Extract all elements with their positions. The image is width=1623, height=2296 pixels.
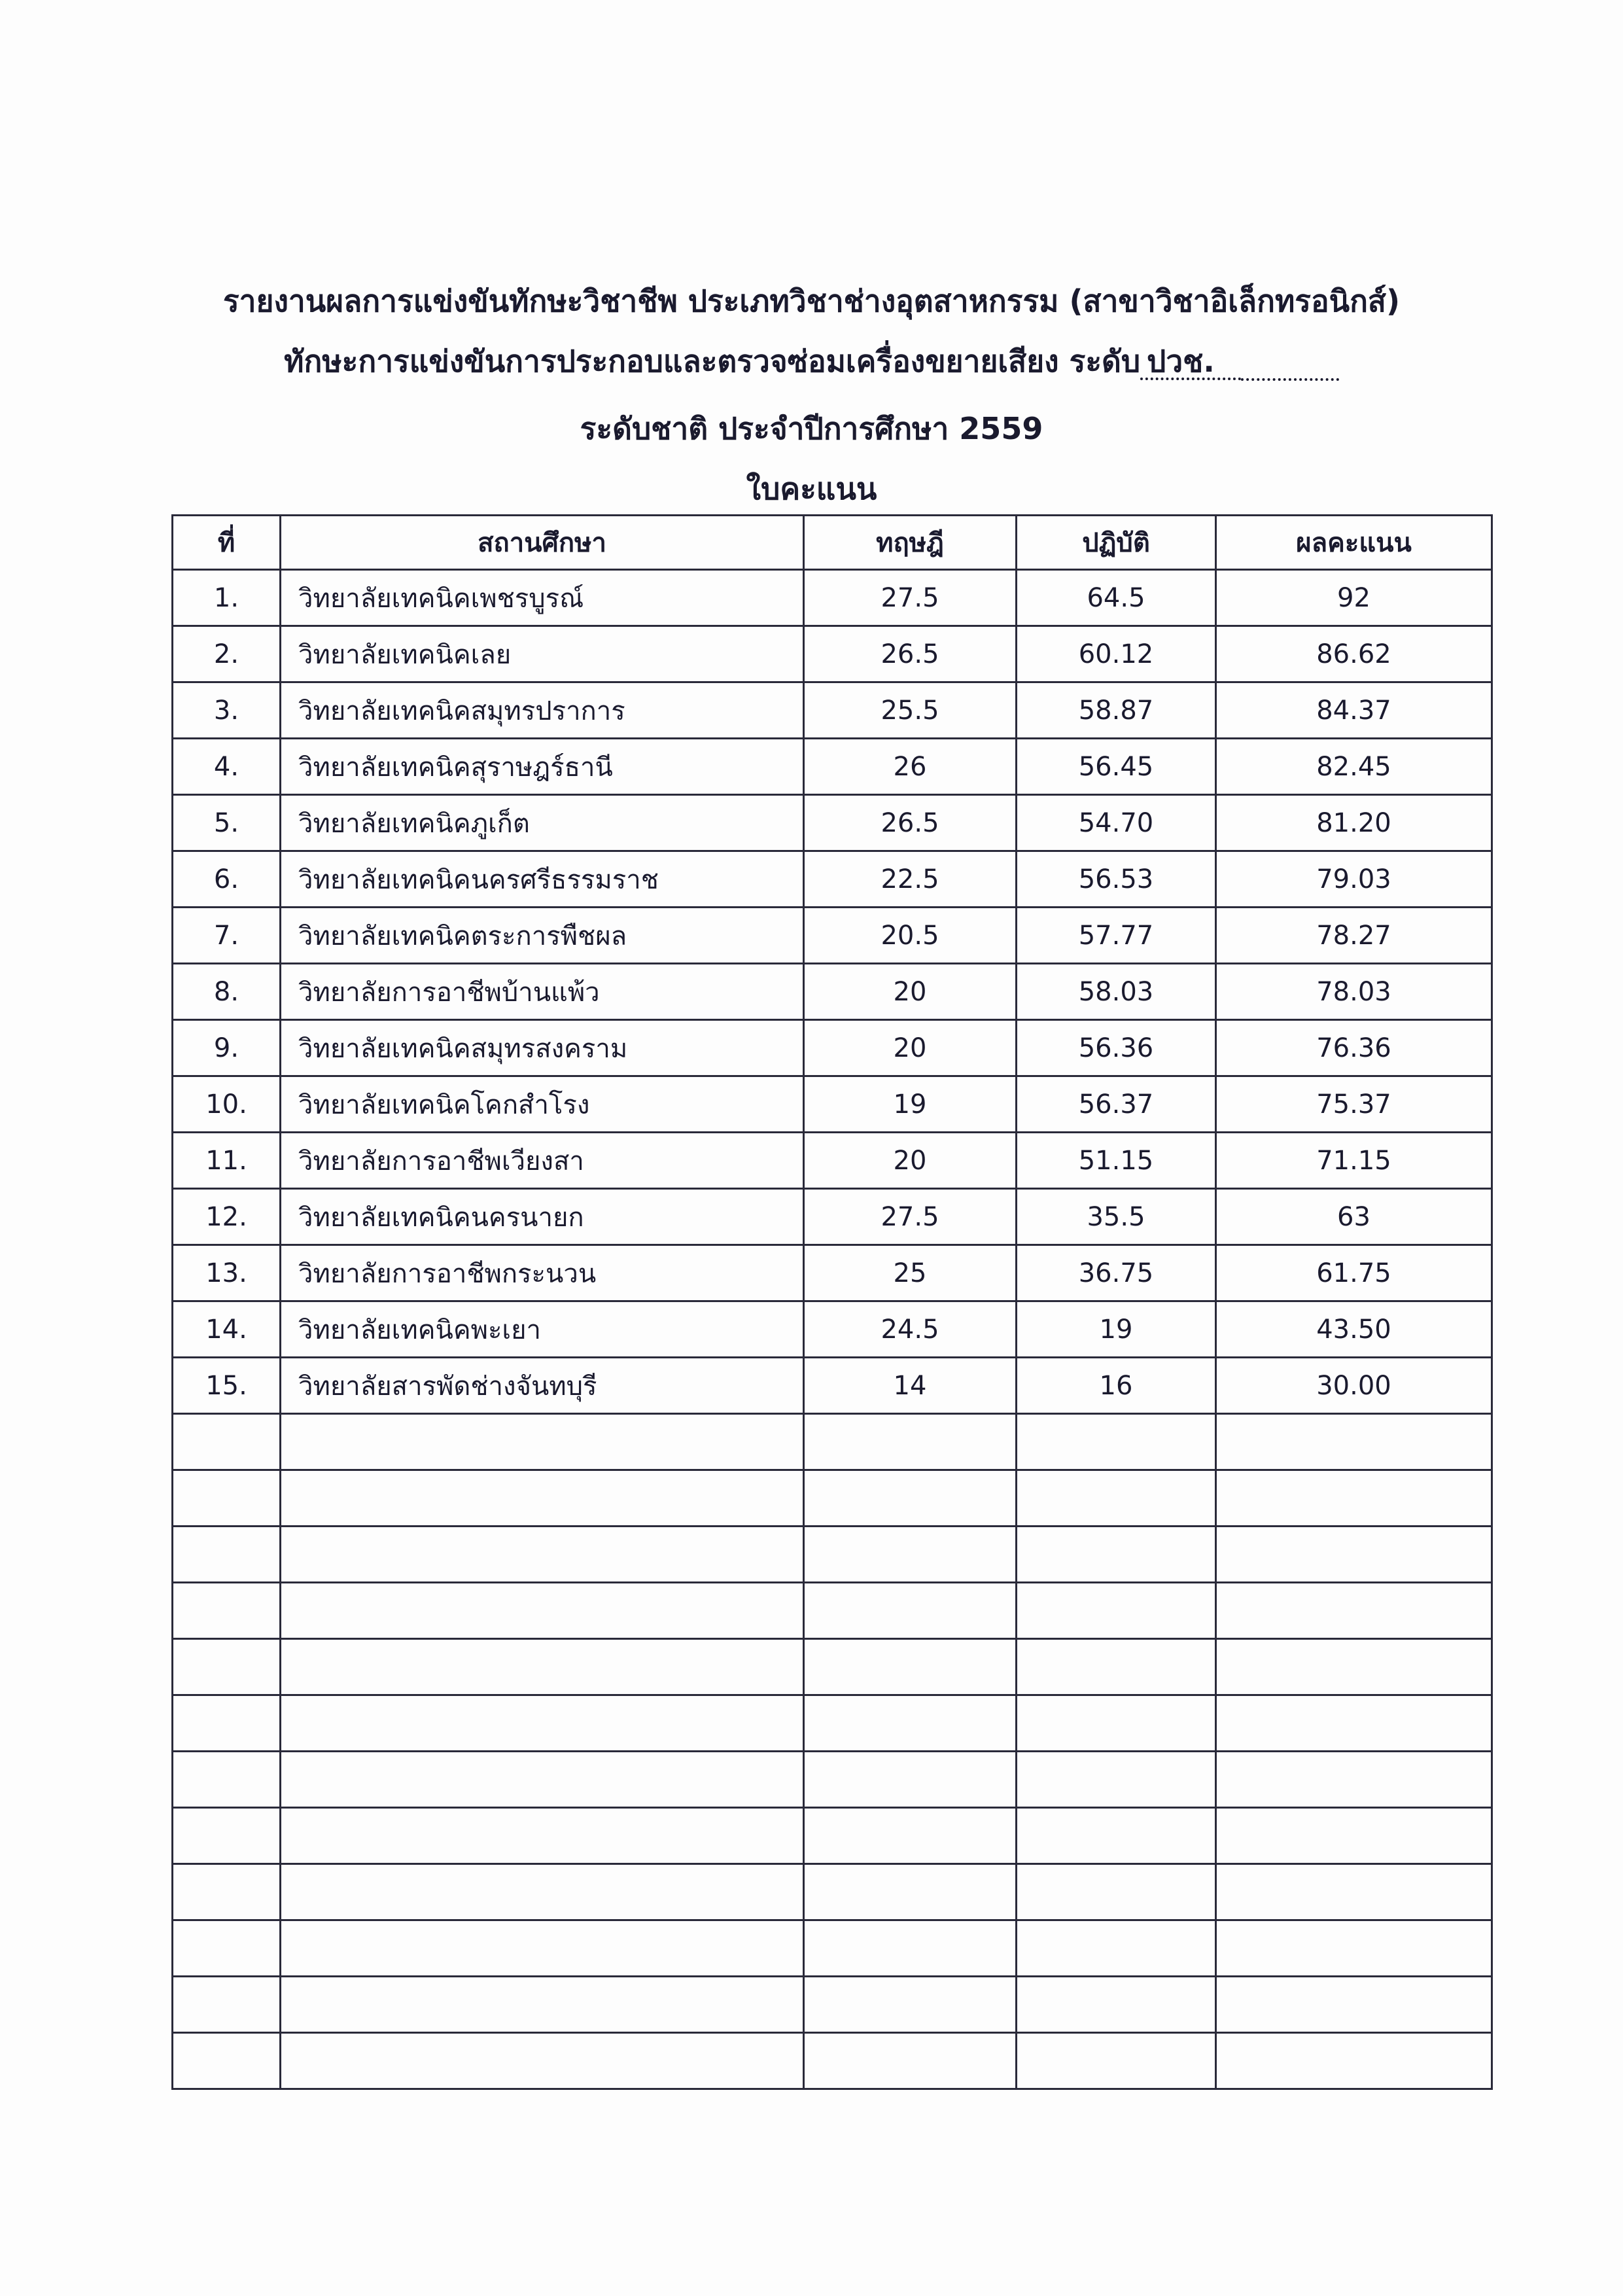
empty-cell <box>804 1639 1017 1695</box>
cell-practice: 64.5 <box>1017 570 1216 626</box>
cell-total: 63 <box>1216 1189 1492 1245</box>
cell-theory: 19 <box>804 1076 1017 1133</box>
empty-cell <box>173 1752 281 1808</box>
cell-institution: วิทยาลัยเทคนิคตระการพืชผล <box>281 908 804 964</box>
cell-theory: 24.5 <box>804 1301 1017 1358</box>
competition-subtitle <box>0 342 1623 381</box>
empty-cell <box>1216 1527 1492 1583</box>
cell-practice: 54.70 <box>1017 795 1216 851</box>
table-row <box>173 1189 1492 1245</box>
competition-name: ทักษะการแข่งขันการประกอบและตรวจซ่อมเครื่องขยายเสียง ระดับ <box>284 344 1141 379</box>
cell-no: 2. <box>173 626 281 682</box>
cell-institution: วิทยาลัยเทคนิคเลย <box>281 626 804 682</box>
cell-institution: วิทยาลัยเทคนิคนครศรีธรรมราช <box>281 851 804 908</box>
empty-cell <box>804 1808 1017 1864</box>
cell-theory: 14 <box>804 1358 1017 1414</box>
cell-institution: วิทยาลัยการอาชีพเวียงสา <box>281 1133 804 1189</box>
cell-practice: 56.53 <box>1017 851 1216 908</box>
empty-cell <box>804 1864 1017 1920</box>
table-row <box>173 1358 1492 1414</box>
cell-theory: 20 <box>804 964 1017 1020</box>
empty-cell <box>281 1977 804 2033</box>
cell-practice: 60.12 <box>1017 626 1216 682</box>
empty-cell <box>173 1527 281 1583</box>
empty-row <box>173 1470 1492 1527</box>
table-body <box>173 570 1492 2089</box>
empty-cell <box>173 1808 281 1864</box>
empty-cell <box>173 2033 281 2089</box>
cell-no: 7. <box>173 908 281 964</box>
cell-no: 13. <box>173 1245 281 1301</box>
empty-cell <box>1017 2033 1216 2089</box>
empty-cell <box>1216 1583 1492 1639</box>
cell-practice: 56.45 <box>1017 739 1216 795</box>
cell-total: 75.37 <box>1216 1076 1492 1133</box>
cell-theory: 26.5 <box>804 626 1017 682</box>
cell-theory: 27.5 <box>804 570 1017 626</box>
table-row <box>173 908 1492 964</box>
empty-row <box>173 1639 1492 1695</box>
cell-total: 92 <box>1216 570 1492 626</box>
empty-cell <box>804 1752 1017 1808</box>
empty-cell <box>1216 1977 1492 2033</box>
cell-no: 11. <box>173 1133 281 1189</box>
empty-cell <box>1216 1808 1492 1864</box>
empty-cell <box>1216 1752 1492 1808</box>
empty-cell <box>1216 1470 1492 1527</box>
table-row <box>173 739 1492 795</box>
empty-cell <box>1017 1470 1216 1527</box>
cell-total: 86.62 <box>1216 626 1492 682</box>
empty-cell <box>804 1527 1017 1583</box>
empty-cell <box>281 1752 804 1808</box>
empty-cell <box>173 1920 281 1977</box>
empty-cell <box>1017 1808 1216 1864</box>
empty-cell <box>281 1864 804 1920</box>
cell-institution: วิทยาลัยเทคนิคสมุทรสงคราม <box>281 1020 804 1076</box>
column-header-institution: สถานศึกษา <box>281 516 804 570</box>
empty-cell <box>281 1470 804 1527</box>
cell-institution: วิทยาลัยเทคนิคสมุทรปราการ <box>281 682 804 739</box>
cell-practice: 51.15 <box>1017 1133 1216 1189</box>
column-header-no: ที่ <box>173 516 281 570</box>
cell-total: 30.00 <box>1216 1358 1492 1414</box>
empty-cell <box>1017 1583 1216 1639</box>
cell-no: 12. <box>173 1189 281 1245</box>
empty-cell <box>1017 1527 1216 1583</box>
empty-cell <box>173 1414 281 1470</box>
cell-institution: วิทยาลัยเทคนิคพะเยา <box>281 1301 804 1358</box>
cell-institution: วิทยาลัยเทคนิคภูเก็ต <box>281 795 804 851</box>
empty-row <box>173 1977 1492 2033</box>
level-value: ปวช. <box>1140 345 1241 380</box>
empty-row <box>173 1808 1492 1864</box>
cell-theory: 25.5 <box>804 682 1017 739</box>
empty-cell <box>1216 1695 1492 1752</box>
empty-cell <box>1017 1414 1216 1470</box>
cell-theory: 20 <box>804 1133 1017 1189</box>
cell-total: 61.75 <box>1216 1245 1492 1301</box>
column-header-theory: ทฤษฎี <box>804 516 1017 570</box>
cell-theory: 22.5 <box>804 851 1017 908</box>
empty-cell <box>1017 1639 1216 1695</box>
score-sheet-heading: ใบคะแนน <box>746 471 877 506</box>
cell-institution: วิทยาลัยเทคนิคสุราษฎร์ธานี <box>281 739 804 795</box>
cell-practice: 16 <box>1017 1358 1216 1414</box>
cell-total: 78.27 <box>1216 908 1492 964</box>
cell-practice: 58.87 <box>1017 682 1216 739</box>
table-row <box>173 1020 1492 1076</box>
table-row <box>173 570 1492 626</box>
cell-theory: 27.5 <box>804 1189 1017 1245</box>
table-header-row <box>173 516 1492 570</box>
column-header-practice: ปฏิบัติ <box>1017 516 1216 570</box>
cell-total: 84.37 <box>1216 682 1492 739</box>
cell-no: 4. <box>173 739 281 795</box>
empty-cell <box>281 1527 804 1583</box>
table-row <box>173 1301 1492 1358</box>
cell-no: 14. <box>173 1301 281 1358</box>
cell-theory: 20.5 <box>804 908 1017 964</box>
empty-cell <box>1017 1695 1216 1752</box>
cell-theory: 20 <box>804 1020 1017 1076</box>
cell-no: 9. <box>173 1020 281 1076</box>
cell-practice: 56.37 <box>1017 1076 1216 1133</box>
cell-institution: วิทยาลัยเทคนิคนครนายก <box>281 1189 804 1245</box>
national-level-line: ระดับชาติ ประจำปีการศึกษา 2559 <box>580 411 1043 446</box>
cell-no: 15. <box>173 1358 281 1414</box>
empty-cell <box>804 1414 1017 1470</box>
empty-cell <box>804 1583 1017 1639</box>
empty-row <box>173 1414 1492 1470</box>
empty-cell <box>804 1920 1017 1977</box>
empty-cell <box>1216 1639 1492 1695</box>
empty-cell <box>804 1695 1017 1752</box>
cell-institution: วิทยาลัยการอาชีพบ้านแพ้ว <box>281 964 804 1020</box>
cell-total: 82.45 <box>1216 739 1492 795</box>
cell-total: 81.20 <box>1216 795 1492 851</box>
cell-total: 79.03 <box>1216 851 1492 908</box>
empty-cell <box>173 1639 281 1695</box>
empty-cell <box>1017 1864 1216 1920</box>
score-table <box>171 514 1493 2090</box>
cell-practice: 58.03 <box>1017 964 1216 1020</box>
cell-total: 78.03 <box>1216 964 1492 1020</box>
empty-row <box>173 1920 1492 1977</box>
table-row <box>173 1245 1492 1301</box>
empty-row <box>173 1752 1492 1808</box>
empty-row <box>173 2033 1492 2089</box>
empty-cell <box>1216 1414 1492 1470</box>
empty-cell <box>173 1470 281 1527</box>
cell-no: 8. <box>173 964 281 1020</box>
empty-cell <box>173 1695 281 1752</box>
cell-practice: 19 <box>1017 1301 1216 1358</box>
empty-cell <box>281 1414 804 1470</box>
table-row <box>173 851 1492 908</box>
empty-cell <box>804 1977 1017 2033</box>
cell-practice: 56.36 <box>1017 1020 1216 1076</box>
empty-cell <box>173 1864 281 1920</box>
cell-institution: วิทยาลัยเทคนิคโคกสำโรง <box>281 1076 804 1133</box>
cell-institution: วิทยาลัยเทคนิคเพชรบูรณ์ <box>281 570 804 626</box>
cell-practice: 35.5 <box>1017 1189 1216 1245</box>
table-row <box>173 626 1492 682</box>
cell-theory: 26.5 <box>804 795 1017 851</box>
table-row <box>173 964 1492 1020</box>
empty-cell <box>281 1583 804 1639</box>
level-dotted-line <box>1241 345 1339 381</box>
cell-no: 6. <box>173 851 281 908</box>
cell-theory: 25 <box>804 1245 1017 1301</box>
empty-cell <box>281 1920 804 1977</box>
empty-cell <box>173 1583 281 1639</box>
cell-no: 5. <box>173 795 281 851</box>
cell-no: 10. <box>173 1076 281 1133</box>
empty-cell <box>1017 1977 1216 2033</box>
table-row <box>173 1133 1492 1189</box>
empty-row <box>173 1583 1492 1639</box>
cell-no: 3. <box>173 682 281 739</box>
empty-row <box>173 1527 1492 1583</box>
cell-no: 1. <box>173 570 281 626</box>
table-row <box>173 1076 1492 1133</box>
cell-practice: 36.75 <box>1017 1245 1216 1301</box>
empty-cell <box>281 1639 804 1695</box>
cell-institution: วิทยาลัยการอาชีพกระนวน <box>281 1245 804 1301</box>
cell-total: 76.36 <box>1216 1020 1492 1076</box>
empty-cell <box>281 2033 804 2089</box>
empty-cell <box>1216 1920 1492 1977</box>
empty-cell <box>281 1808 804 1864</box>
empty-cell <box>1017 1752 1216 1808</box>
cell-total: 43.50 <box>1216 1301 1492 1358</box>
empty-row <box>173 1864 1492 1920</box>
cell-theory: 26 <box>804 739 1017 795</box>
report-title: รายงานผลการแข่งขันทักษะวิชาชีพ ประเภทวิชาช่างอุตสาหกรรม (สาขาวิชาอิเล็กทรอนิกส์) <box>222 283 1401 319</box>
cell-institution: วิทยาลัยสารพัดช่างจันทบุรี <box>281 1358 804 1414</box>
empty-cell <box>281 1695 804 1752</box>
empty-row <box>173 1695 1492 1752</box>
cell-practice: 57.77 <box>1017 908 1216 964</box>
empty-cell <box>1216 2033 1492 2089</box>
table-row <box>173 682 1492 739</box>
empty-cell <box>804 2033 1017 2089</box>
column-header-total: ผลคะแนน <box>1216 516 1492 570</box>
empty-cell <box>1216 1864 1492 1920</box>
empty-cell <box>804 1470 1017 1527</box>
empty-cell <box>1017 1920 1216 1977</box>
cell-total: 71.15 <box>1216 1133 1492 1189</box>
empty-cell <box>173 1977 281 2033</box>
table-row <box>173 795 1492 851</box>
